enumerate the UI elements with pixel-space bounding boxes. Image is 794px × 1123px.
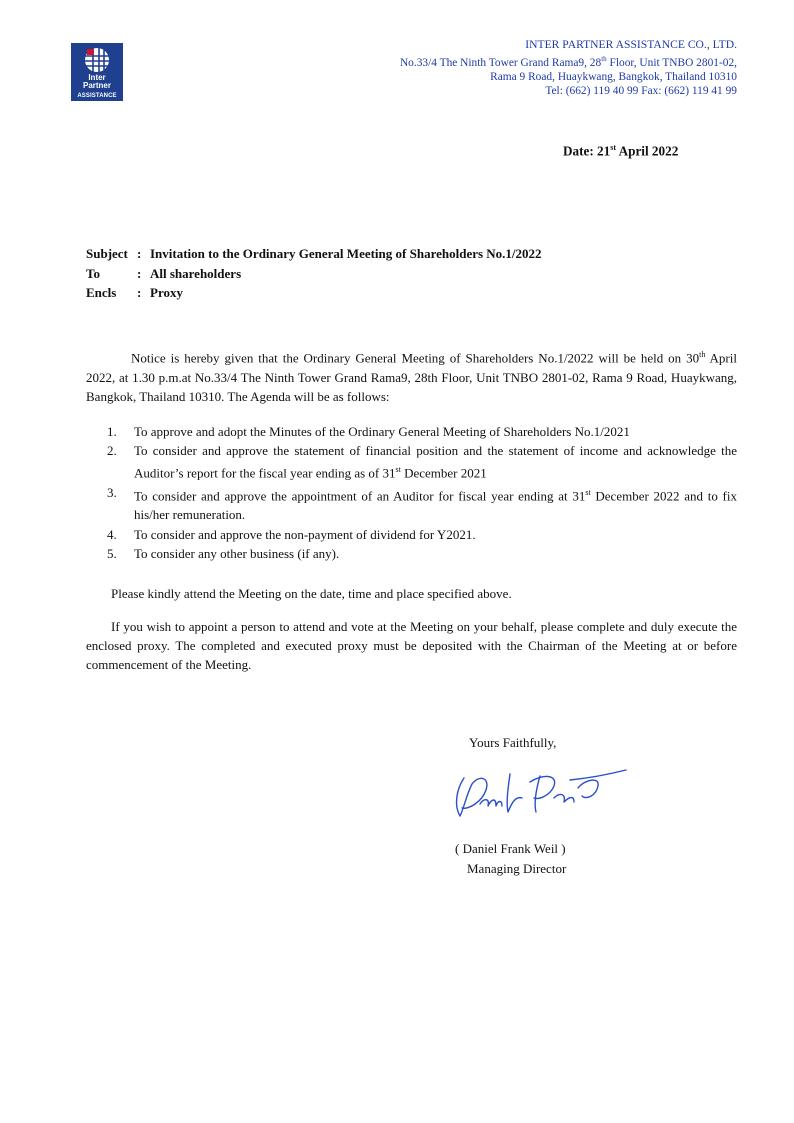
letter-meta — [86, 244, 542, 303]
proxy-paragraph: If you wish to appoint a person to attend and vote at the Meeting on your behalf, please complete and duly execute the enclosed proxy. The completed and executed proxy must be deposited with the Chairman of the Meeting at or before commencement of the Meeting. — [86, 619, 737, 673]
signer-block — [455, 839, 566, 878]
company-header — [400, 38, 737, 98]
meta-encls: Encls : Proxy — [86, 285, 183, 300]
attend-paragraph: Please kindly attend the Meeting on the date, time and place specified above. — [111, 586, 512, 601]
company-address-line1: No.33/4 The Ninth Tower Grand Rama9, 28th Floor, Unit TNBO 2801-02, — [399, 55, 737, 69]
company-address-line2: Rama 9 Road, Huaykwang, Bangkok, Thailand 10310 — [490, 70, 737, 83]
handwritten-signature — [450, 768, 630, 824]
signer-name: ( Daniel Frank Weil ) — [455, 841, 566, 856]
agenda-item: 4. To consider and approve the non-payment of dividend for Y2021. — [107, 526, 476, 542]
company-contact: Tel: (662) 119 40 99 Fax: (662) 119 41 99 — [545, 84, 737, 97]
agenda-list — [107, 422, 737, 563]
agenda-item: 1. To approve and adopt the Minutes of the Ordinary General Meeting of Shareholders No.1/2021 — [107, 424, 630, 439]
letter-date: Date: 21st April 2022 — [563, 143, 679, 159]
logo-text-partner: Partner — [82, 81, 111, 90]
agenda-item: 3. To consider and approve the appointment of an Auditor for fiscal year ending at 31st December 2022 and to fix his/her remuneration. — [107, 484, 737, 523]
company-logo — [71, 43, 123, 101]
logo-text-assistance: ASSISTANCE — [77, 93, 117, 99]
meta-subject: Subject : Invitation to the Ordinary General Meeting of Shareholders No.1/2022 — [86, 246, 542, 261]
closing-salutation: Yours Faithfully, — [469, 735, 557, 750]
agenda-item: 5. To consider any other business (if any). — [107, 545, 340, 561]
logo-text-inter: Inter — [88, 73, 106, 82]
agenda-item: 2. To consider and approve the statement of financial position and the statement of income and acknowledge the Auditor’s report for the fiscal year ending as of 31st December 2021 — [107, 443, 737, 481]
signer-title: Managing Director — [467, 860, 567, 876]
meta-to: To : All shareholders — [86, 265, 242, 281]
notice-paragraph: Notice is hereby given that the Ordinary General Meeting of Shareholders No.1/2022 will be held on 30th April 2022, at 1.30 p.m.at No.33/4 The Ninth Tower Grand Rama9, 28th Floor, Unit TNBO 2801-02, Rama 9 Road, Huaykwang, Bangkok, Thailand 10310. The Agenda will be as follows: — [86, 350, 737, 404]
globe-icon — [83, 46, 111, 74]
company-name: INTER PARTNER ASSISTANCE CO., LTD. — [525, 38, 737, 51]
